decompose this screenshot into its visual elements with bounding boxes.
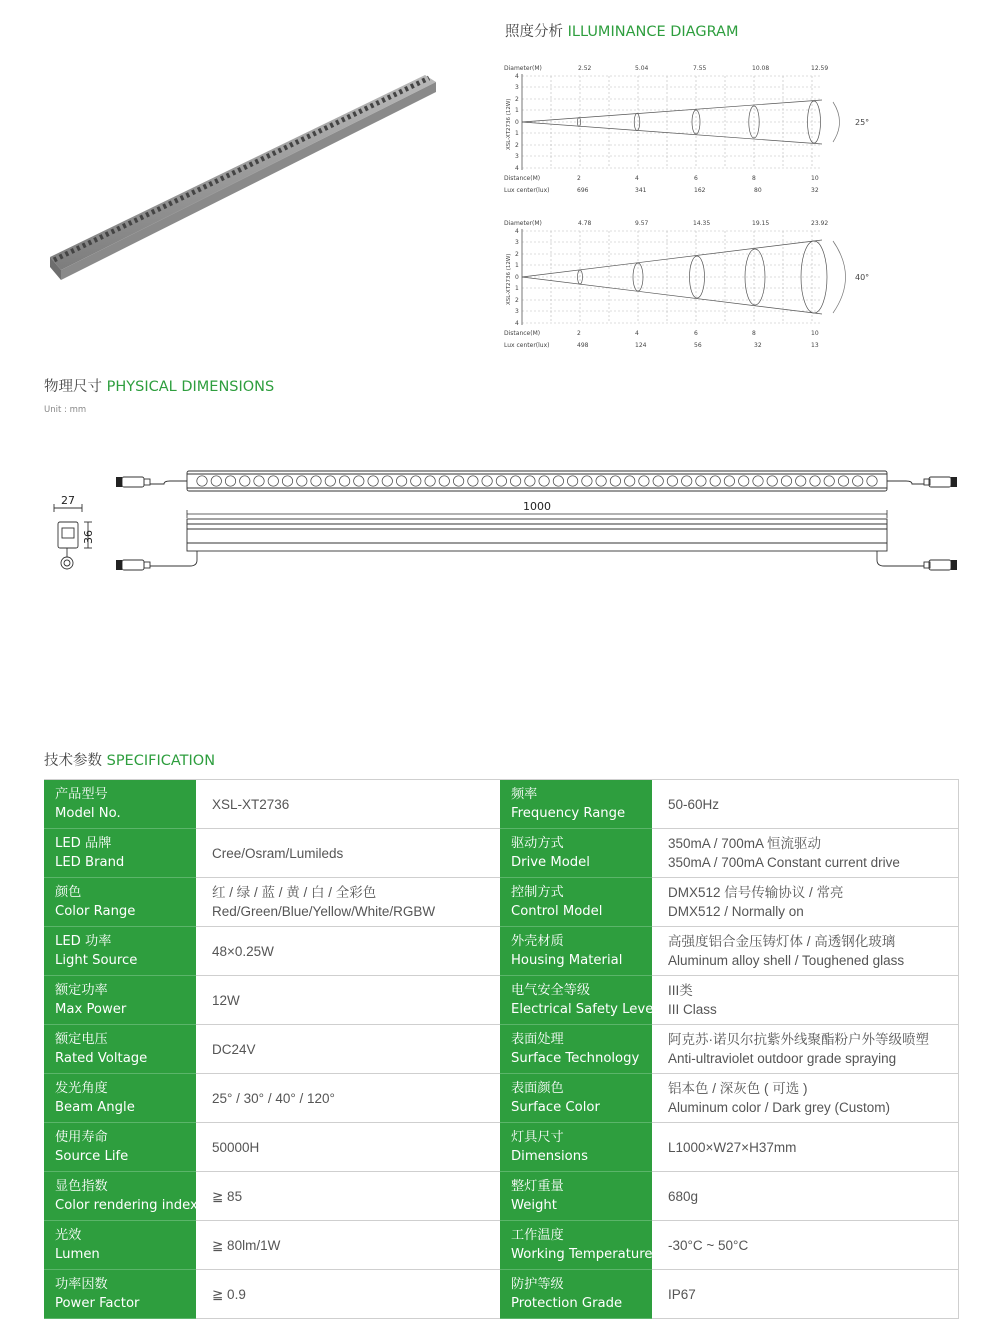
led-circle — [867, 476, 877, 486]
spec-label — [44, 780, 196, 829]
y-tick: 1 — [515, 107, 519, 114]
led-circle — [753, 476, 763, 486]
spec-value — [652, 829, 958, 878]
led-circle — [553, 476, 563, 486]
spec-title — [44, 749, 215, 770]
lux-value: 32 — [811, 187, 819, 194]
spec-value-text: 高强度铝合金压铸灯体 / 高透钢化玻璃 — [668, 934, 896, 949]
spec-value-text: Cree/Osram/Lumileds — [212, 845, 344, 861]
spec-row — [44, 1172, 958, 1221]
spec-label-text: 整灯重量 — [511, 1179, 564, 1194]
spec-label — [500, 1270, 652, 1319]
distance-value: 4 — [635, 330, 639, 337]
spec-label-text: Max Power — [55, 1002, 127, 1017]
spec-label-text: Control Model — [511, 904, 603, 919]
diameter-label: Diameter(M) — [504, 220, 542, 227]
dimension-drawing — [40, 460, 965, 590]
spec-label-text: Source Life — [55, 1149, 129, 1164]
spec-value — [196, 1221, 468, 1270]
led-circle — [510, 476, 520, 486]
spec-label — [44, 1123, 196, 1172]
led-circle — [311, 476, 321, 486]
spec-label-text: Frequency Range — [511, 806, 626, 821]
y-tick: 3 — [515, 153, 519, 160]
product-image — [40, 60, 440, 290]
y-tick: 4 — [515, 73, 519, 80]
spec-value-text: -30°C ~ 50°C — [668, 1237, 749, 1253]
y-tick: 2 — [515, 142, 519, 149]
led-circle — [282, 476, 292, 486]
diameter-value: 19.15 — [752, 220, 770, 227]
lux-value: 13 — [811, 342, 819, 349]
spec-value-text: III Class — [668, 1002, 717, 1017]
y-tick: 2 — [515, 96, 519, 103]
spec-value — [652, 780, 958, 829]
lux-value: 56 — [694, 342, 702, 349]
diameter-value: 23.92 — [811, 220, 829, 227]
spec-label-text: Dimensions — [511, 1149, 588, 1164]
beam-angle-label: 40° — [855, 273, 870, 282]
led-circle — [297, 476, 307, 486]
spec-label-text: 发光角度 — [55, 1081, 108, 1096]
spec-value — [652, 1025, 958, 1074]
spec-value-text: 铝本色 / 深灰色 ( 可选 ) — [668, 1081, 808, 1096]
led-circle — [368, 476, 378, 486]
spec-gap — [468, 878, 500, 927]
y-tick: 0 — [515, 274, 519, 281]
spec-gap — [468, 780, 500, 829]
spec-label-text: 驱动方式 — [511, 836, 564, 851]
lux-value: 341 — [635, 187, 647, 194]
spec-value-text: 红 / 绿 / 蓝 / 黄 / 白 / 全彩色 — [212, 885, 377, 900]
diameter-value: 7.55 — [693, 65, 707, 72]
spec-value-text: 48×0.25W — [212, 943, 274, 959]
spec-row — [44, 1123, 958, 1172]
distance-value: 6 — [694, 330, 698, 337]
spec-label-text: Lumen — [55, 1247, 100, 1262]
spec-value — [196, 976, 468, 1025]
spec-value — [196, 1025, 468, 1074]
spec-label-text: Light Source — [55, 953, 138, 968]
diameter-value: 12.59 — [811, 65, 829, 72]
y-tick: 1 — [515, 262, 519, 269]
spec-label-text: 工作温度 — [511, 1228, 564, 1243]
spec-value — [652, 878, 958, 927]
led-circle — [525, 476, 535, 486]
illuminance-title-cn: 照度分析 — [505, 24, 563, 40]
spec-label-text: 额定功率 — [55, 983, 108, 998]
spec-label — [44, 1074, 196, 1123]
led-circle — [268, 476, 278, 486]
spec-value-text: ≧ 0.9 — [212, 1286, 246, 1302]
spec-label-text: LED Brand — [55, 855, 125, 870]
model-axis-label: XSL-XT2736 (12W) — [506, 253, 512, 305]
distance-value: 2 — [577, 175, 581, 182]
spec-label-text: 电气安全等级 — [511, 983, 591, 998]
lux-value: 32 — [754, 342, 762, 349]
spec-label-text: 表面颜色 — [511, 1081, 564, 1096]
spec-label-text: Protection Grade — [511, 1296, 623, 1311]
spec-label-text: 额定电压 — [55, 1032, 108, 1047]
spec-label-text: Weight — [511, 1198, 557, 1213]
led-circle — [739, 476, 749, 486]
spec-label-text: Working Temperature — [511, 1247, 653, 1262]
illuminance-diagram-25 — [500, 58, 890, 198]
led-circle — [411, 476, 421, 486]
spec-row — [44, 878, 958, 927]
lux-value: 162 — [694, 187, 706, 194]
spec-label — [44, 1025, 196, 1074]
spec-label — [500, 1123, 652, 1172]
led-circle — [211, 476, 221, 486]
led-circle — [325, 476, 335, 486]
spec-value-text: 50000H — [212, 1139, 260, 1155]
spec-value-text: 350mA / 700mA Constant current drive — [668, 855, 900, 870]
spec-row — [44, 1025, 958, 1074]
led-circle — [810, 476, 820, 486]
spec-value-text: Aluminum color / Dark grey (Custom) — [668, 1100, 891, 1115]
y-tick: 1 — [515, 130, 519, 137]
spec-value — [652, 1172, 958, 1221]
led-circle — [682, 476, 692, 486]
spec-label — [44, 878, 196, 927]
beam-angle-label: 25° — [855, 118, 870, 127]
spec-label — [500, 1221, 652, 1270]
spec-label-text: LED 品牌 — [55, 836, 112, 851]
spec-label — [500, 1074, 652, 1123]
spec-label — [500, 927, 652, 976]
spec-value — [652, 927, 958, 976]
spec-value — [196, 1123, 468, 1172]
physical-title — [44, 375, 274, 396]
led-circle — [853, 476, 863, 486]
led-circle — [382, 476, 392, 486]
y-tick: 1 — [515, 285, 519, 292]
spec-row — [44, 1074, 958, 1123]
lux-value: 696 — [577, 187, 589, 194]
spec-label — [500, 780, 652, 829]
y-tick: 4 — [515, 165, 519, 172]
spec-row — [44, 829, 958, 878]
spec-gap — [468, 927, 500, 976]
spec-gap — [468, 1123, 500, 1172]
spec-label-text: 控制方式 — [511, 885, 564, 900]
lux-label: Lux center(lux) — [504, 187, 550, 194]
distance-value: 8 — [752, 175, 756, 182]
spec-label — [44, 976, 196, 1025]
spec-value — [196, 829, 468, 878]
led-circle — [824, 476, 834, 486]
spec-value-text: 680g — [668, 1188, 699, 1204]
spec-value — [652, 1221, 958, 1270]
led-circle — [567, 476, 577, 486]
y-tick: 4 — [515, 228, 519, 235]
y-tick: 0 — [515, 119, 519, 126]
illuminance-title-en: ILLUMINANCE DIAGRAM — [567, 24, 739, 40]
y-tick: 2 — [515, 251, 519, 258]
spec-label-text: Power Factor — [55, 1296, 140, 1311]
spec-label-text: Surface Technology — [511, 1051, 640, 1066]
led-circle — [610, 476, 620, 486]
spec-label-text: 颜色 — [55, 885, 82, 900]
spec-label-text: 防护等级 — [511, 1277, 564, 1292]
spec-value-text: 12W — [212, 992, 240, 1008]
width-dimension: 27 — [61, 494, 75, 507]
spec-label-text: Surface Color — [511, 1100, 600, 1115]
distance-value: 2 — [577, 330, 581, 337]
spec-value-text: 50-60Hz — [668, 796, 720, 812]
diameter-value: 14.35 — [693, 220, 711, 227]
spec-value-text: III类 — [668, 983, 693, 998]
y-tick: 3 — [515, 84, 519, 91]
led-circle — [696, 476, 706, 486]
led-circle — [225, 476, 235, 486]
led-circle — [339, 476, 349, 486]
spec-label-text: Rated Voltage — [55, 1051, 148, 1066]
spec-row — [44, 780, 958, 829]
illuminance-title — [505, 20, 739, 41]
led-circle — [197, 476, 207, 486]
spec-label — [44, 1172, 196, 1221]
led-circle — [710, 476, 720, 486]
spec-label-text: LED 功率 — [55, 934, 112, 949]
distance-label: Distance(M) — [504, 175, 541, 182]
distance-value: 10 — [811, 175, 819, 182]
physical-title-en: PHYSICAL DIMENSIONS — [106, 379, 275, 395]
spec-value-text: ≧ 80lm/1W — [212, 1237, 281, 1253]
led-circle — [439, 476, 449, 486]
led-circle — [781, 476, 791, 486]
spec-value — [652, 1074, 958, 1123]
spec-value-text: DMX512 / Normally on — [668, 904, 804, 919]
spec-label-text: 功率因数 — [55, 1277, 108, 1292]
spec-value — [196, 780, 468, 829]
diameter-label: Diameter(M) — [504, 65, 542, 72]
spec-gap — [468, 1221, 500, 1270]
spec-label-text: Model No. — [55, 806, 121, 821]
physical-title-cn: 物理尺寸 — [44, 379, 102, 395]
spec-value-text: 350mA / 700mA 恒流驱动 — [668, 836, 822, 851]
spec-value-text: XSL-XT2736 — [212, 796, 290, 812]
distance-value: 10 — [811, 330, 819, 337]
y-tick: 3 — [515, 239, 519, 246]
led-circle — [796, 476, 806, 486]
spec-label-text: 表面处理 — [511, 1032, 564, 1047]
spec-value-text: Anti-ultraviolet outdoor grade spraying — [668, 1051, 897, 1066]
led-circle — [254, 476, 264, 486]
spec-value — [652, 1270, 958, 1319]
height-dimension: 36 — [82, 530, 95, 544]
spec-label — [44, 829, 196, 878]
distance-value: 8 — [752, 330, 756, 337]
spec-value — [196, 1074, 468, 1123]
spec-gap — [468, 1074, 500, 1123]
spec-label — [500, 829, 652, 878]
y-tick: 3 — [515, 308, 519, 315]
lux-label: Lux center(lux) — [504, 342, 550, 349]
diameter-value: 10.08 — [752, 65, 770, 72]
spec-value-text: 阿克苏·诺贝尔抗紫外线聚酯粉户外等级喷塑 — [668, 1032, 929, 1047]
led-circle — [724, 476, 734, 486]
spec-label-text: 频率 — [511, 787, 538, 802]
spec-value — [196, 1172, 468, 1221]
distance-label: Distance(M) — [504, 330, 541, 337]
spec-value-text: ≧ 85 — [212, 1188, 243, 1204]
spec-label-text: 灯具尺寸 — [511, 1130, 564, 1145]
unit-label: Unit : mm — [44, 405, 87, 415]
spec-label — [500, 976, 657, 1025]
spec-label-text: Beam Angle — [55, 1100, 135, 1115]
spec-title-en: SPECIFICATION — [106, 753, 216, 769]
spec-label-text: Color rendering index — [55, 1198, 198, 1213]
led-circle — [625, 476, 635, 486]
led-circle — [639, 476, 649, 486]
spec-value-text: DMX512 信号传输协议 / 常亮 — [668, 885, 844, 900]
spec-value-text: L1000×W27×H37mm — [668, 1139, 797, 1155]
spec-label-text: 外壳材质 — [511, 934, 564, 949]
spec-value — [652, 976, 958, 1025]
y-tick: 2 — [515, 297, 519, 304]
led-circle — [838, 476, 848, 486]
spec-label-text: Drive Model — [511, 855, 590, 870]
spec-label — [44, 1221, 196, 1270]
spec-label — [500, 1172, 652, 1221]
diameter-value: 9.57 — [635, 220, 649, 227]
led-circle — [767, 476, 777, 486]
spec-value-text: DC24V — [212, 1041, 256, 1057]
spec-value — [652, 1123, 958, 1172]
led-circle — [667, 476, 677, 486]
diameter-value: 4.78 — [578, 220, 592, 227]
led-circle — [482, 476, 492, 486]
spec-table — [44, 779, 959, 1319]
distance-value: 4 — [635, 175, 639, 182]
spec-value — [196, 878, 468, 927]
spec-value-text: Aluminum alloy shell / Toughened glass — [668, 953, 905, 968]
spec-label — [500, 1025, 652, 1074]
lux-value: 80 — [754, 187, 762, 194]
spec-label-text: 使用寿命 — [55, 1130, 108, 1145]
spec-value-text: 25° / 30° / 40° / 120° — [212, 1090, 335, 1106]
spec-gap — [468, 1025, 500, 1074]
spec-value-text: IP67 — [668, 1286, 696, 1302]
spec-label — [44, 1270, 196, 1319]
spec-row — [44, 1270, 958, 1319]
spec-title-cn: 技术参数 — [44, 753, 102, 769]
spec-label-text: 光效 — [55, 1228, 82, 1243]
led-circle — [582, 476, 592, 486]
spec-value — [196, 927, 468, 976]
led-circle — [496, 476, 506, 486]
led-circle — [354, 476, 364, 486]
lux-value: 498 — [577, 342, 589, 349]
lux-value: 124 — [635, 342, 647, 349]
diameter-value: 2.52 — [578, 65, 592, 72]
spec-value-text: Red/Green/Blue/Yellow/White/RGBW — [212, 904, 436, 919]
spec-gap — [468, 829, 500, 878]
led-circle — [653, 476, 663, 486]
led-circle — [539, 476, 549, 486]
spec-label-text: 产品型号 — [55, 787, 108, 802]
spec-row — [44, 976, 958, 1025]
spec-gap — [468, 1270, 500, 1319]
spec-gap — [468, 1172, 500, 1221]
led-circle — [596, 476, 606, 486]
led-circle — [453, 476, 463, 486]
distance-value: 6 — [694, 175, 698, 182]
spec-label-text: Housing Material — [511, 953, 623, 968]
diameter-value: 5.04 — [635, 65, 649, 72]
model-axis-label: XSL-XT2736 (12W) — [506, 98, 512, 150]
length-dimension: 1000 — [523, 500, 551, 513]
led-circle — [425, 476, 435, 486]
spec-gap — [468, 976, 500, 1025]
spec-label — [500, 878, 652, 927]
y-tick: 4 — [515, 320, 519, 327]
spec-row — [44, 1221, 958, 1270]
spec-label-text: 显色指数 — [55, 1179, 108, 1194]
illuminance-diagram-40 — [500, 213, 890, 353]
led-circle — [396, 476, 406, 486]
led-circle — [240, 476, 250, 486]
spec-value — [196, 1270, 468, 1319]
spec-row — [44, 927, 958, 976]
spec-label — [44, 927, 196, 976]
led-circle — [468, 476, 478, 486]
spec-label-text: Color Range — [55, 904, 136, 919]
spec-label-text: Electrical Safety Level — [511, 1002, 657, 1017]
